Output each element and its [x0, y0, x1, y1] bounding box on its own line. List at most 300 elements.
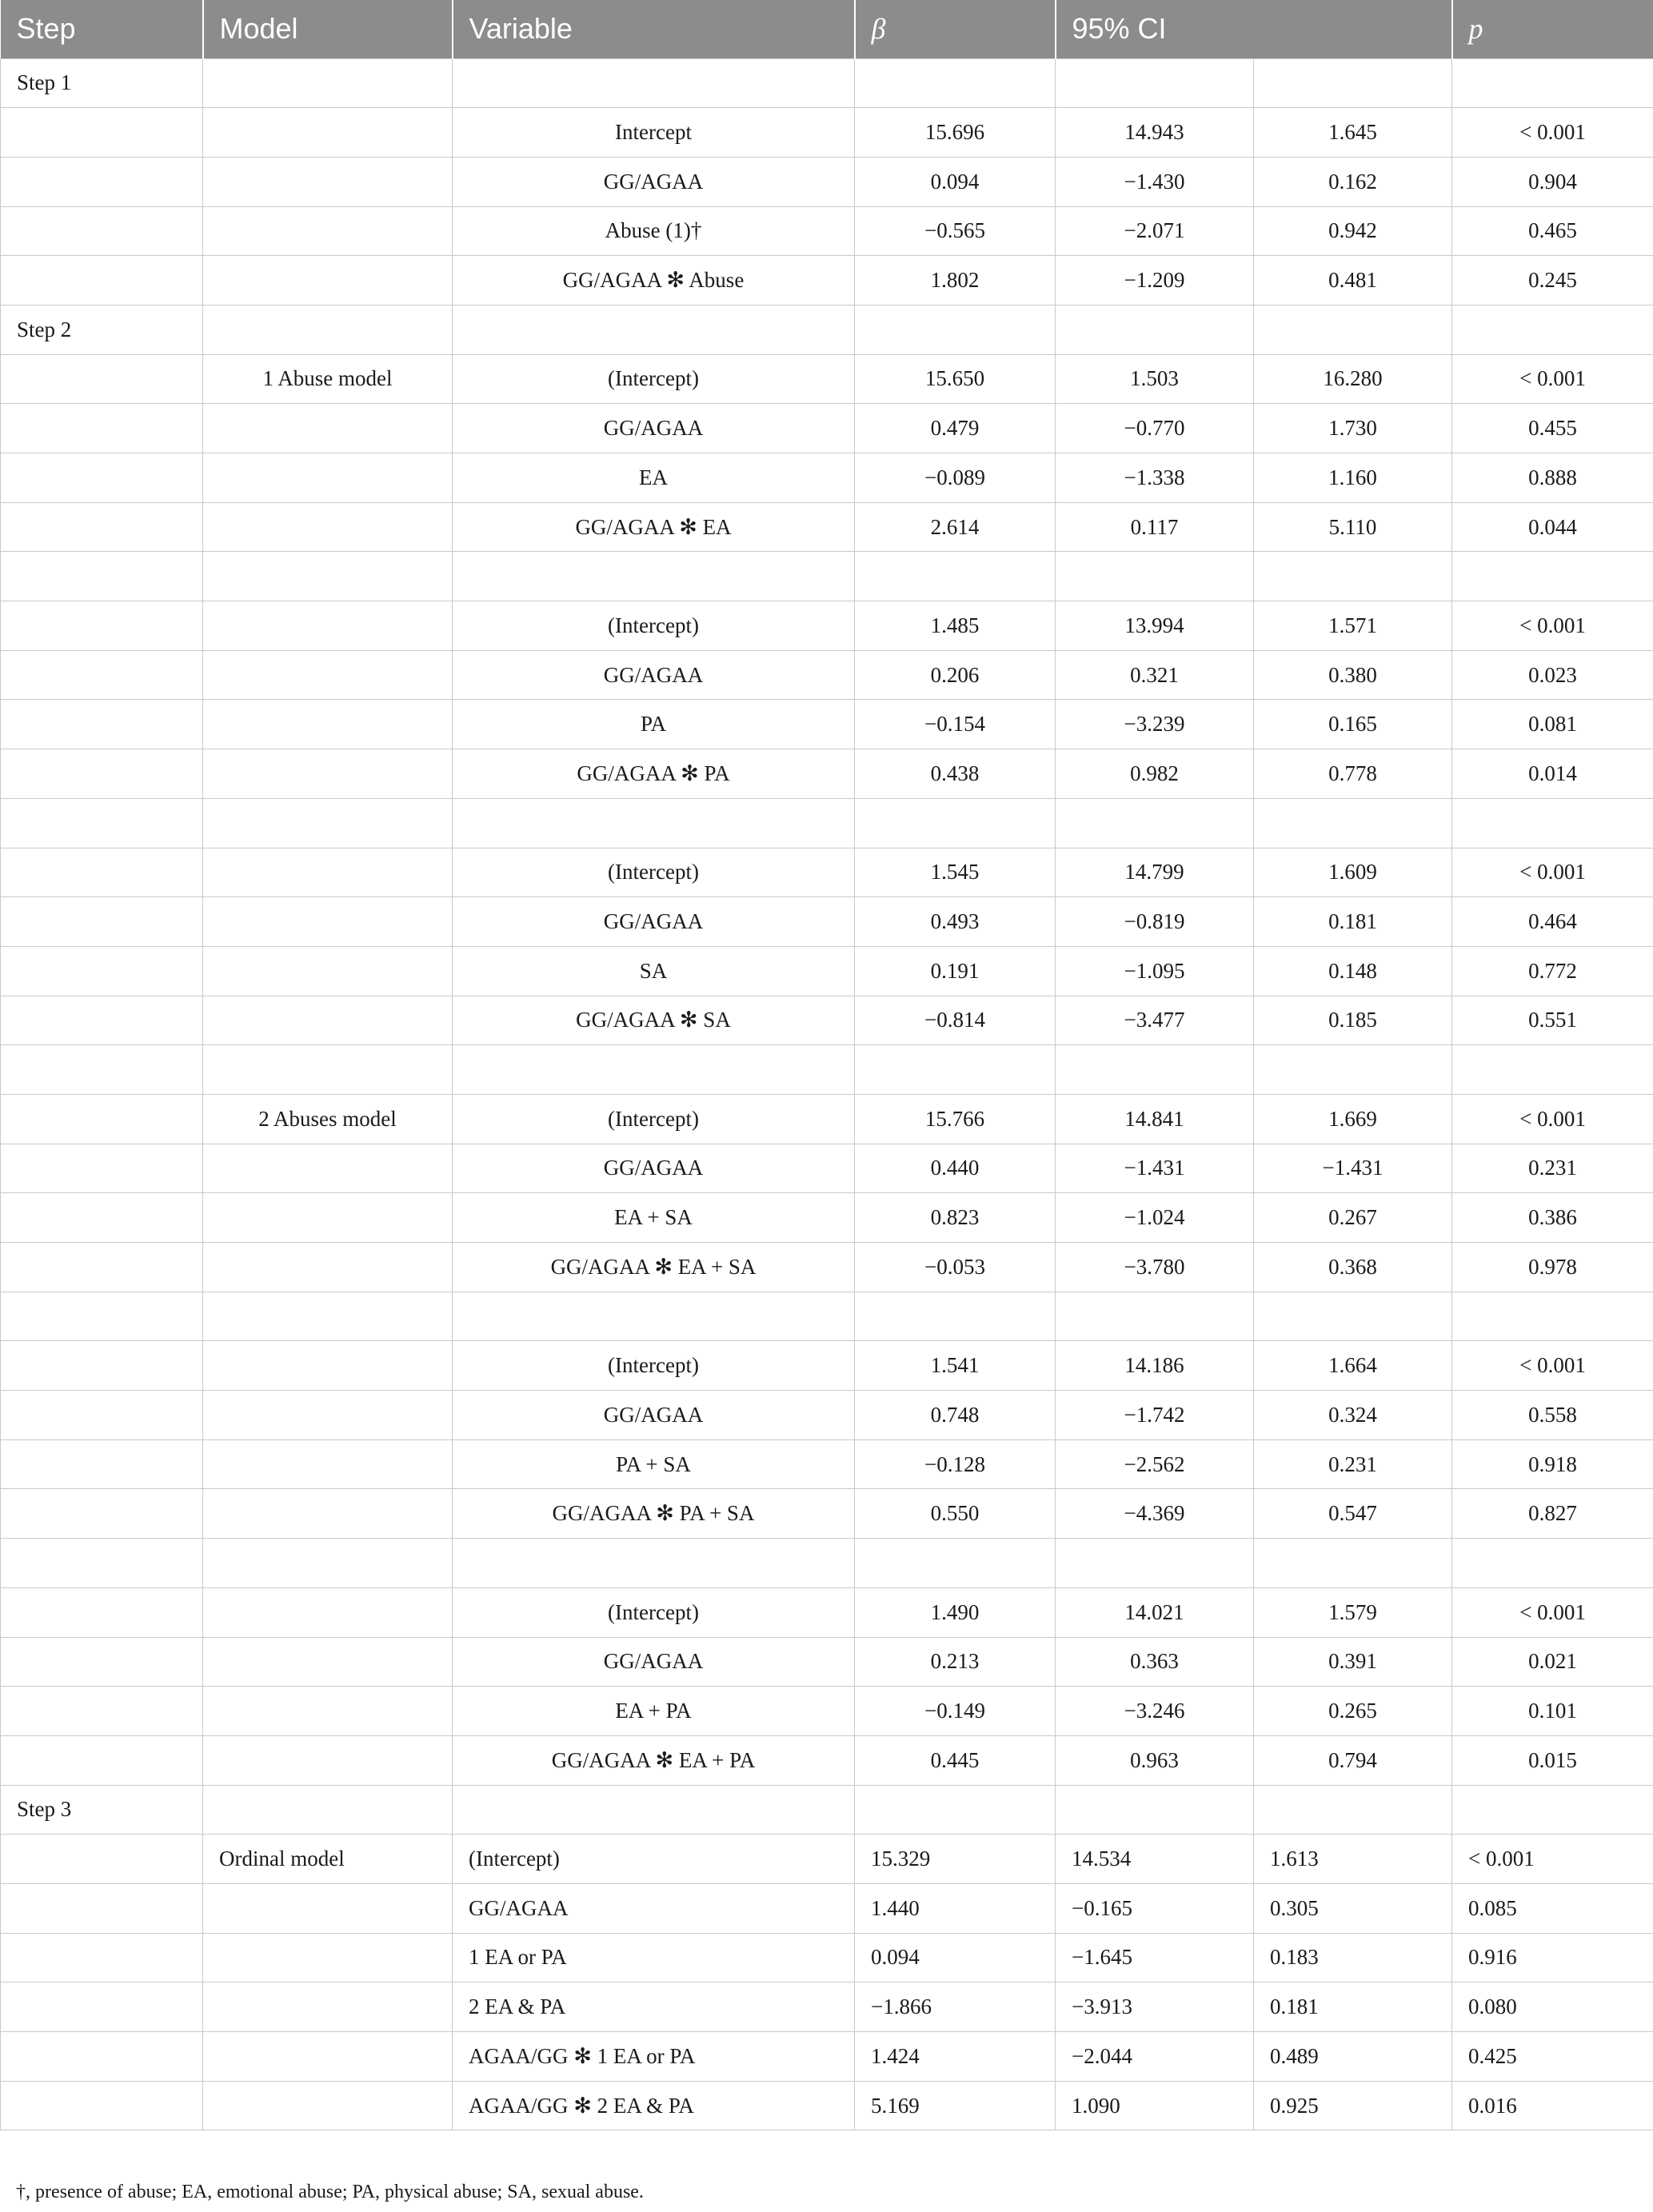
cell-step — [1, 1243, 203, 1292]
cell-p: 0.551 — [1452, 996, 1653, 1045]
cell-variable: GG/AGAA ✻ EA — [453, 502, 855, 552]
cell-ci-lower: −3.913 — [1056, 1982, 1254, 2032]
table-row — [1, 305, 1653, 354]
cell-model — [203, 1292, 453, 1341]
cell-ci-lower — [1056, 1045, 1254, 1095]
cell-ci-upper: 0.391 — [1254, 1637, 1452, 1687]
cell-model — [203, 1489, 453, 1539]
cell-ci-upper: 0.181 — [1254, 1982, 1452, 2032]
cell-p: 0.425 — [1452, 2032, 1653, 2082]
cell-p: 0.916 — [1452, 1933, 1653, 1982]
cell-beta: 1.545 — [855, 848, 1056, 897]
cell-ci-lower: −1.645 — [1056, 1933, 1254, 1982]
cell-ci-upper — [1254, 1785, 1452, 1835]
cell-ci-upper — [1254, 305, 1452, 354]
cell-p: 0.080 — [1452, 1982, 1653, 2032]
cell-model — [203, 2081, 453, 2130]
cell-ci-upper: 0.165 — [1254, 700, 1452, 749]
cell-variable — [453, 58, 855, 108]
cell-variable — [453, 1292, 855, 1341]
cell-variable — [453, 1045, 855, 1095]
table-row — [1, 502, 1653, 552]
cell-model — [203, 848, 453, 897]
cell-beta: −0.089 — [855, 453, 1056, 503]
cell-model — [203, 650, 453, 700]
cell-beta — [855, 305, 1056, 354]
cell-variable: EA + SA — [453, 1193, 855, 1243]
cell-step — [1, 2032, 203, 2082]
cell-model — [203, 749, 453, 799]
cell-beta: 1.541 — [855, 1341, 1056, 1391]
cell-ci-upper: 0.794 — [1254, 1735, 1452, 1785]
table-row — [1, 453, 1653, 503]
cell-step — [1, 404, 203, 453]
cell-beta — [855, 798, 1056, 848]
cell-p — [1452, 1045, 1653, 1095]
cell-variable: GG/AGAA — [453, 1144, 855, 1193]
cell-step — [1, 354, 203, 404]
cell-step — [1, 1883, 203, 1933]
cell-p: 0.044 — [1452, 502, 1653, 552]
cell-variable: (Intercept) — [453, 1587, 855, 1637]
cell-variable — [453, 798, 855, 848]
cell-beta: 0.206 — [855, 650, 1056, 700]
cell-ci-lower: 14.534 — [1056, 1835, 1254, 1884]
cell-step — [1, 1933, 203, 1982]
table-row — [1, 256, 1653, 305]
cell-model — [203, 404, 453, 453]
cell-ci-lower: −1.742 — [1056, 1391, 1254, 1440]
cell-model — [203, 108, 453, 158]
cell-p: 0.464 — [1452, 897, 1653, 947]
header-variable: Variable — [453, 0, 855, 58]
cell-p: 0.827 — [1452, 1489, 1653, 1539]
table-footnote: †, presence of abuse; EA, emotional abuse; PA, physical abuse; SA, sexual abuse. — [16, 2182, 644, 2202]
cell-model — [203, 58, 453, 108]
cell-step — [1, 1045, 203, 1095]
cell-beta: 0.438 — [855, 749, 1056, 799]
cell-step — [1, 946, 203, 996]
cell-ci-upper — [1254, 1539, 1452, 1588]
cell-model — [203, 256, 453, 305]
cell-p: 0.015 — [1452, 1735, 1653, 1785]
table-row — [1, 1933, 1653, 1982]
cell-ci-lower — [1056, 58, 1254, 108]
table-row — [1, 1144, 1653, 1193]
table-row — [1, 2032, 1653, 2082]
cell-p — [1452, 58, 1653, 108]
cell-ci-lower: −1.209 — [1056, 256, 1254, 305]
table-row — [1, 1391, 1653, 1440]
header-step: Step — [1, 0, 203, 58]
cell-variable: GG/AGAA — [453, 157, 855, 206]
cell-model — [203, 996, 453, 1045]
cell-variable: GG/AGAA — [453, 1883, 855, 1933]
cell-p: < 0.001 — [1452, 1835, 1653, 1884]
cell-beta: 0.440 — [855, 1144, 1056, 1193]
cell-p: 0.455 — [1452, 404, 1653, 453]
cell-model — [203, 2032, 453, 2082]
cell-ci-lower: −3.239 — [1056, 700, 1254, 749]
cell-beta: −0.128 — [855, 1439, 1056, 1489]
header-p: p — [1452, 0, 1653, 58]
cell-model — [203, 552, 453, 601]
cell-step — [1, 996, 203, 1045]
cell-p: 0.978 — [1452, 1243, 1653, 1292]
cell-ci-upper: 0.489 — [1254, 2032, 1452, 2082]
table-row — [1, 601, 1653, 651]
cell-model — [203, 1735, 453, 1785]
table-header — [1, 0, 1653, 58]
header-beta: β — [855, 0, 1056, 58]
cell-ci-lower: 1.503 — [1056, 354, 1254, 404]
cell-p: 0.231 — [1452, 1144, 1653, 1193]
cell-step: Step 3 — [1, 1785, 203, 1835]
cell-model — [203, 1883, 453, 1933]
cell-step — [1, 848, 203, 897]
table-row — [1, 749, 1653, 799]
cell-ci-upper: 1.669 — [1254, 1094, 1452, 1144]
cell-ci-upper: 0.942 — [1254, 206, 1452, 256]
cell-ci-upper — [1254, 58, 1452, 108]
table-row — [1, 1587, 1653, 1637]
cell-step — [1, 1982, 203, 2032]
cell-p — [1452, 1785, 1653, 1835]
cell-p: < 0.001 — [1452, 108, 1653, 158]
cell-beta — [855, 1785, 1056, 1835]
cell-p: 0.386 — [1452, 1193, 1653, 1243]
cell-variable: GG/AGAA — [453, 897, 855, 947]
table-row — [1, 1982, 1653, 2032]
cell-model — [203, 1144, 453, 1193]
cell-ci-upper: 1.571 — [1254, 601, 1452, 651]
cell-step — [1, 1687, 203, 1736]
cell-ci-upper — [1254, 552, 1452, 601]
cell-model: 1 Abuse model — [203, 354, 453, 404]
cell-ci-upper: −1.431 — [1254, 1144, 1452, 1193]
cell-model — [203, 1982, 453, 2032]
cell-p: 0.918 — [1452, 1439, 1653, 1489]
cell-p: 0.081 — [1452, 700, 1653, 749]
cell-model: Ordinal model — [203, 1835, 453, 1884]
cell-variable: GG/AGAA — [453, 1391, 855, 1440]
table-row — [1, 58, 1653, 108]
cell-step — [1, 1144, 203, 1193]
cell-beta: 5.169 — [855, 2081, 1056, 2130]
cell-beta: 0.191 — [855, 946, 1056, 996]
table-row — [1, 650, 1653, 700]
cell-p: 0.558 — [1452, 1391, 1653, 1440]
cell-p — [1452, 1539, 1653, 1588]
cell-variable: GG/AGAA ✻ SA — [453, 996, 855, 1045]
cell-beta — [855, 58, 1056, 108]
cell-ci-upper: 0.380 — [1254, 650, 1452, 700]
cell-p: 0.465 — [1452, 206, 1653, 256]
table-row — [1, 1341, 1653, 1391]
cell-step — [1, 798, 203, 848]
cell-beta: 0.479 — [855, 404, 1056, 453]
cell-p: < 0.001 — [1452, 1094, 1653, 1144]
cell-ci-lower: 13.994 — [1056, 601, 1254, 651]
cell-beta: −0.154 — [855, 700, 1056, 749]
cell-beta — [855, 552, 1056, 601]
cell-ci-lower: 1.090 — [1056, 2081, 1254, 2130]
cell-variable: Abuse (1)† — [453, 206, 855, 256]
cell-model — [203, 305, 453, 354]
cell-model: 2 Abuses model — [203, 1094, 453, 1144]
cell-ci-upper: 1.645 — [1254, 108, 1452, 158]
table-row — [1, 1687, 1653, 1736]
cell-ci-lower: −0.819 — [1056, 897, 1254, 947]
cell-p: 0.021 — [1452, 1637, 1653, 1687]
cell-step — [1, 1835, 203, 1884]
cell-step — [1, 157, 203, 206]
cell-beta — [855, 1539, 1056, 1588]
table-row — [1, 996, 1653, 1045]
cell-step — [1, 1539, 203, 1588]
cell-ci-lower: −3.246 — [1056, 1687, 1254, 1736]
cell-variable: PA — [453, 700, 855, 749]
cell-p: 0.101 — [1452, 1687, 1653, 1736]
table-row — [1, 1835, 1653, 1884]
cell-p: < 0.001 — [1452, 354, 1653, 404]
cell-step — [1, 1292, 203, 1341]
cell-ci-upper: 0.778 — [1254, 749, 1452, 799]
cell-model — [203, 453, 453, 503]
cell-beta: 0.094 — [855, 1933, 1056, 1982]
table-row — [1, 897, 1653, 947]
cell-model — [203, 1933, 453, 1982]
cell-p — [1452, 305, 1653, 354]
table-body — [1, 58, 1653, 2130]
cell-beta: 2.614 — [855, 502, 1056, 552]
cell-p: < 0.001 — [1452, 1587, 1653, 1637]
cell-p: < 0.001 — [1452, 848, 1653, 897]
cell-variable: GG/AGAA ✻ EA + PA — [453, 1735, 855, 1785]
cell-ci-lower — [1056, 1539, 1254, 1588]
cell-p: < 0.001 — [1452, 601, 1653, 651]
cell-model — [203, 798, 453, 848]
table-row — [1, 108, 1653, 158]
table-row — [1, 1243, 1653, 1292]
cell-ci-lower: 0.117 — [1056, 502, 1254, 552]
cell-ci-lower — [1056, 305, 1254, 354]
cell-ci-upper: 1.730 — [1254, 404, 1452, 453]
table-row — [1, 2081, 1653, 2130]
cell-ci-lower: −2.044 — [1056, 2032, 1254, 2082]
table-row — [1, 700, 1653, 749]
cell-beta: 15.329 — [855, 1835, 1056, 1884]
cell-ci-upper — [1254, 1292, 1452, 1341]
cell-ci-upper: 0.185 — [1254, 996, 1452, 1045]
cell-ci-upper: 16.280 — [1254, 354, 1452, 404]
cell-step — [1, 453, 203, 503]
cell-step — [1, 1094, 203, 1144]
cell-step — [1, 1439, 203, 1489]
cell-ci-lower: 0.321 — [1056, 650, 1254, 700]
cell-beta: 0.094 — [855, 157, 1056, 206]
table-row — [1, 1439, 1653, 1489]
cell-beta: 15.696 — [855, 108, 1056, 158]
cell-ci-upper: 1.579 — [1254, 1587, 1452, 1637]
cell-step — [1, 700, 203, 749]
cell-model — [203, 601, 453, 651]
cell-beta: −0.814 — [855, 996, 1056, 1045]
table-row — [1, 157, 1653, 206]
cell-ci-upper: 0.148 — [1254, 946, 1452, 996]
cell-step: Step 1 — [1, 58, 203, 108]
cell-model — [203, 1539, 453, 1588]
cell-p — [1452, 552, 1653, 601]
cell-model — [203, 157, 453, 206]
cell-variable: GG/AGAA ✻ PA — [453, 749, 855, 799]
cell-p — [1452, 1292, 1653, 1341]
cell-step — [1, 1341, 203, 1391]
table-row — [1, 1292, 1653, 1341]
cell-ci-lower: 14.021 — [1056, 1587, 1254, 1637]
header-row — [1, 0, 1653, 58]
cell-beta: 0.445 — [855, 1735, 1056, 1785]
cell-beta — [855, 1045, 1056, 1095]
cell-p — [1452, 798, 1653, 848]
cell-variable — [453, 305, 855, 354]
cell-ci-upper: 0.305 — [1254, 1883, 1452, 1933]
table-row — [1, 206, 1653, 256]
cell-ci-upper: 0.231 — [1254, 1439, 1452, 1489]
cell-ci-lower: 0.982 — [1056, 749, 1254, 799]
cell-ci-upper: 0.324 — [1254, 1391, 1452, 1440]
cell-variable: (Intercept) — [453, 601, 855, 651]
cell-model — [203, 897, 453, 947]
cell-step — [1, 897, 203, 947]
cell-beta: −0.149 — [855, 1687, 1056, 1736]
cell-ci-lower: −4.369 — [1056, 1489, 1254, 1539]
cell-ci-lower — [1056, 798, 1254, 848]
table-row — [1, 1883, 1653, 1933]
cell-p: 0.016 — [1452, 2081, 1653, 2130]
cell-variable: EA + PA — [453, 1687, 855, 1736]
cell-model — [203, 1439, 453, 1489]
table-row — [1, 1735, 1653, 1785]
cell-ci-upper — [1254, 1045, 1452, 1095]
cell-ci-upper: 0.265 — [1254, 1687, 1452, 1736]
cell-ci-lower: 14.799 — [1056, 848, 1254, 897]
cell-step — [1, 2081, 203, 2130]
cell-step — [1, 206, 203, 256]
cell-p: 0.888 — [1452, 453, 1653, 503]
cell-ci-lower: −2.071 — [1056, 206, 1254, 256]
cell-model — [203, 1587, 453, 1637]
cell-ci-lower: −3.780 — [1056, 1243, 1254, 1292]
cell-variable: (Intercept) — [453, 1341, 855, 1391]
cell-ci-upper: 0.183 — [1254, 1933, 1452, 1982]
cell-ci-upper: 0.368 — [1254, 1243, 1452, 1292]
cell-model — [203, 1045, 453, 1095]
cell-beta: 1.424 — [855, 2032, 1056, 2082]
cell-variable: (Intercept) — [453, 1094, 855, 1144]
cell-step — [1, 1391, 203, 1440]
cell-model — [203, 1341, 453, 1391]
cell-p: 0.904 — [1452, 157, 1653, 206]
cell-beta: 0.550 — [855, 1489, 1056, 1539]
cell-variable: Intercept — [453, 108, 855, 158]
table-row — [1, 1193, 1653, 1243]
cell-variable: GG/AGAA ✻ Abuse — [453, 256, 855, 305]
cell-variable: EA — [453, 453, 855, 503]
cell-variable: GG/AGAA — [453, 1637, 855, 1687]
cell-step — [1, 1637, 203, 1687]
cell-ci-upper: 0.267 — [1254, 1193, 1452, 1243]
cell-p: 0.023 — [1452, 650, 1653, 700]
cell-ci-lower — [1056, 552, 1254, 601]
cell-model — [203, 700, 453, 749]
cell-model — [203, 946, 453, 996]
cell-variable — [453, 1785, 855, 1835]
cell-ci-lower: 0.363 — [1056, 1637, 1254, 1687]
cell-variable: SA — [453, 946, 855, 996]
cell-variable — [453, 1539, 855, 1588]
table-row — [1, 404, 1653, 453]
cell-step — [1, 552, 203, 601]
cell-ci-lower: −0.165 — [1056, 1883, 1254, 1933]
cell-step — [1, 256, 203, 305]
table-row — [1, 1785, 1653, 1835]
cell-variable: (Intercept) — [453, 848, 855, 897]
cell-step — [1, 601, 203, 651]
cell-variable: GG/AGAA ✻ PA + SA — [453, 1489, 855, 1539]
cell-model — [203, 1391, 453, 1440]
cell-beta: 1.802 — [855, 256, 1056, 305]
cell-beta: 0.823 — [855, 1193, 1056, 1243]
cell-p: 0.014 — [1452, 749, 1653, 799]
cell-ci-lower: −1.024 — [1056, 1193, 1254, 1243]
table-row — [1, 1539, 1653, 1588]
cell-variable: AGAA/GG ✻ 1 EA or PA — [453, 2032, 855, 2082]
cell-variable: AGAA/GG ✻ 2 EA & PA — [453, 2081, 855, 2130]
cell-ci-lower: 14.943 — [1056, 108, 1254, 158]
cell-variable: (Intercept) — [453, 354, 855, 404]
cell-beta: 15.650 — [855, 354, 1056, 404]
cell-ci-upper: 0.181 — [1254, 897, 1452, 947]
cell-model — [203, 206, 453, 256]
table-row — [1, 552, 1653, 601]
table-row — [1, 1045, 1653, 1095]
cell-ci-lower — [1056, 1785, 1254, 1835]
cell-ci-lower: −1.430 — [1056, 157, 1254, 206]
cell-step — [1, 650, 203, 700]
table-row — [1, 354, 1653, 404]
cell-variable: GG/AGAA — [453, 404, 855, 453]
table-row — [1, 848, 1653, 897]
cell-step — [1, 502, 203, 552]
cell-beta: 0.748 — [855, 1391, 1056, 1440]
cell-variable — [453, 552, 855, 601]
cell-ci-lower: 14.186 — [1056, 1341, 1254, 1391]
cell-beta: 0.493 — [855, 897, 1056, 947]
table-row — [1, 1489, 1653, 1539]
cell-ci-upper: 0.162 — [1254, 157, 1452, 206]
cell-step — [1, 1193, 203, 1243]
table-row — [1, 1637, 1653, 1687]
cell-p: 0.245 — [1452, 256, 1653, 305]
cell-step — [1, 749, 203, 799]
cell-ci-upper: 1.609 — [1254, 848, 1452, 897]
cell-ci-upper: 1.160 — [1254, 453, 1452, 503]
cell-ci-lower — [1056, 1292, 1254, 1341]
cell-step — [1, 108, 203, 158]
cell-variable: GG/AGAA ✻ EA + SA — [453, 1243, 855, 1292]
table-row — [1, 798, 1653, 848]
